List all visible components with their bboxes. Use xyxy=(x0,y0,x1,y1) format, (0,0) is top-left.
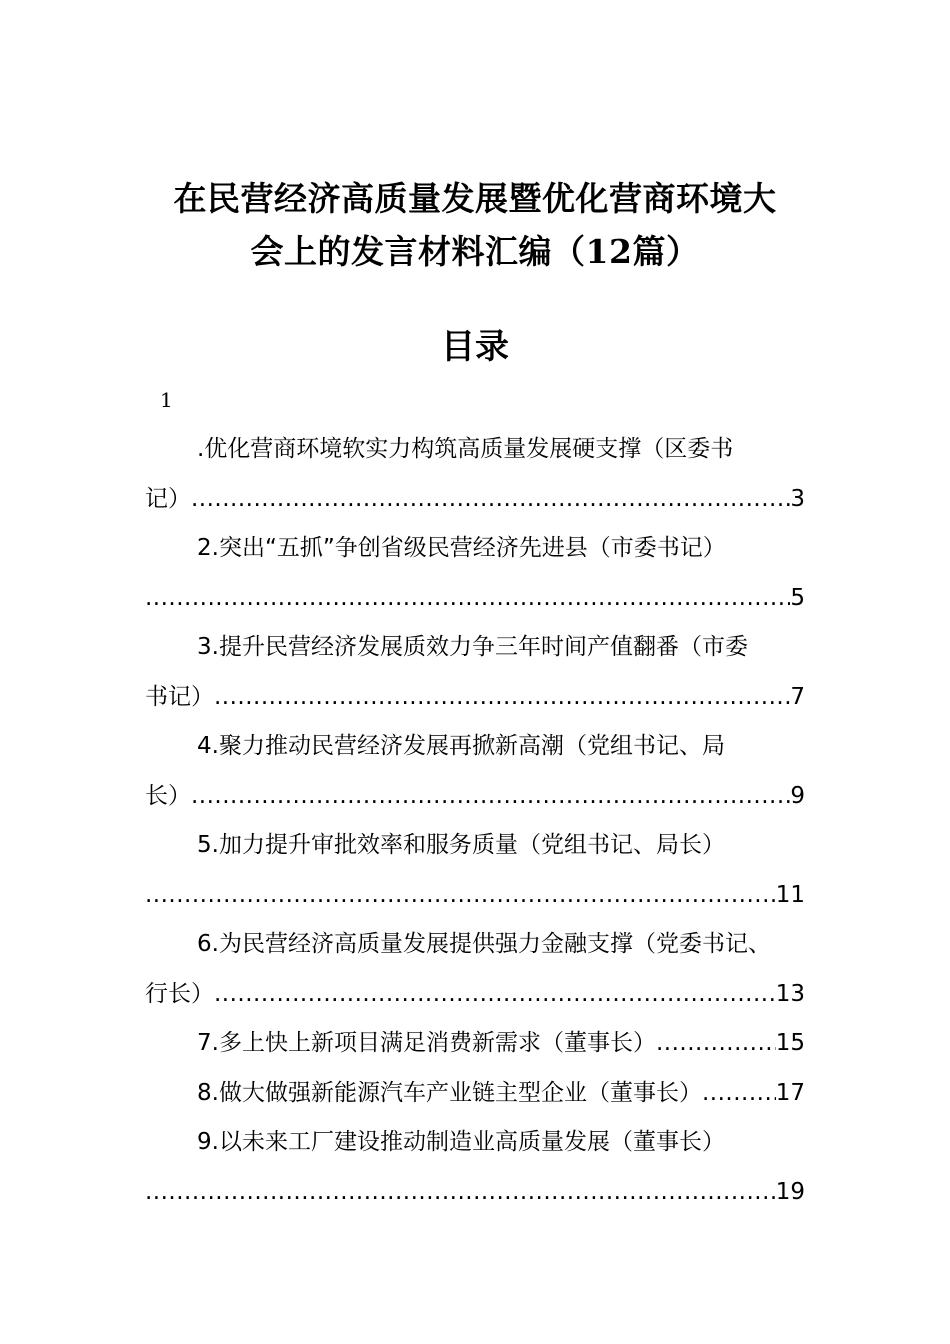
toc-entry-title-cont: 记） xyxy=(145,485,191,512)
toc-page-number: 11 xyxy=(775,881,805,908)
dot-leader xyxy=(191,772,790,822)
toc-entry-title: 4.聚力推动民营经济发展再掀新高潮（党组书记、局 xyxy=(197,733,725,759)
toc-entry-title: 5.加力提升审批效率和服务质量（党组书记、局长） xyxy=(197,832,725,858)
toc-page-number: 9 xyxy=(790,782,805,809)
dot-leader xyxy=(191,475,790,525)
toc-entry-title: 7.多上快上新项目满足消费新需求（董事长） xyxy=(197,1030,656,1056)
toc-page-number: 15 xyxy=(775,1030,805,1056)
dot-leader xyxy=(145,871,776,921)
dot-leader xyxy=(214,673,790,723)
toc-entry-title: 6.为民营经济高质量发展提供强力金融支撑（党委书记、 xyxy=(197,931,771,957)
toc-entry-title: 2.突出“五抓”争创省级民营经济先进县（市委书记） xyxy=(197,535,726,561)
table-of-contents xyxy=(145,425,805,1217)
dot-leader xyxy=(656,1019,776,1069)
toc-heading: 目录 xyxy=(441,327,509,367)
dot-leader xyxy=(214,970,776,1020)
dot-leader xyxy=(145,574,790,624)
document-title xyxy=(130,172,820,278)
stray-number: 1 xyxy=(160,388,173,412)
toc-entry-9[interactable] xyxy=(145,1118,805,1217)
toc-page-number: 13 xyxy=(775,980,805,1007)
toc-entry-6[interactable] xyxy=(145,920,805,1019)
dot-leader xyxy=(702,1069,776,1119)
dot-leader xyxy=(145,1168,776,1218)
toc-entry-7[interactable] xyxy=(145,1019,805,1069)
toc-entry-title-cont: 长） xyxy=(145,782,191,809)
toc-entry-title: 9.以未来工厂建设推动制造业高质量发展（董事长） xyxy=(197,1129,725,1155)
toc-entry-8[interactable] xyxy=(145,1069,805,1119)
toc-entry-2[interactable] xyxy=(145,524,805,623)
title-line-2: 会上的发言材料汇编（12篇） xyxy=(250,232,700,271)
toc-page-number: 17 xyxy=(775,1079,805,1106)
toc-entry-title: 3.提升民营经济发展质效力争三年时间产值翻番（市委 xyxy=(197,634,748,660)
toc-entry-title-cont: 行长） xyxy=(145,980,214,1007)
toc-page-number: 3 xyxy=(790,485,805,512)
title-line-1: 在民营经济高质量发展暨优化营商环境大 xyxy=(173,179,777,218)
toc-entry-5[interactable] xyxy=(145,821,805,920)
toc-entry-title-cont: 书记） xyxy=(145,683,214,710)
toc-page-number: 5 xyxy=(790,584,805,611)
toc-entry-title: 8.做大做强新能源汽车产业链主型企业（董事长） xyxy=(197,1079,702,1106)
toc-entry-1[interactable] xyxy=(145,425,805,524)
toc-page-number: 7 xyxy=(790,683,805,710)
toc-page-number: 19 xyxy=(775,1178,805,1205)
toc-entry-3[interactable] xyxy=(145,623,805,722)
toc-entry-4[interactable] xyxy=(145,722,805,821)
toc-entry-title: .优化营商环境软实力构筑高质量发展硬支撑（区委书 xyxy=(197,436,734,462)
